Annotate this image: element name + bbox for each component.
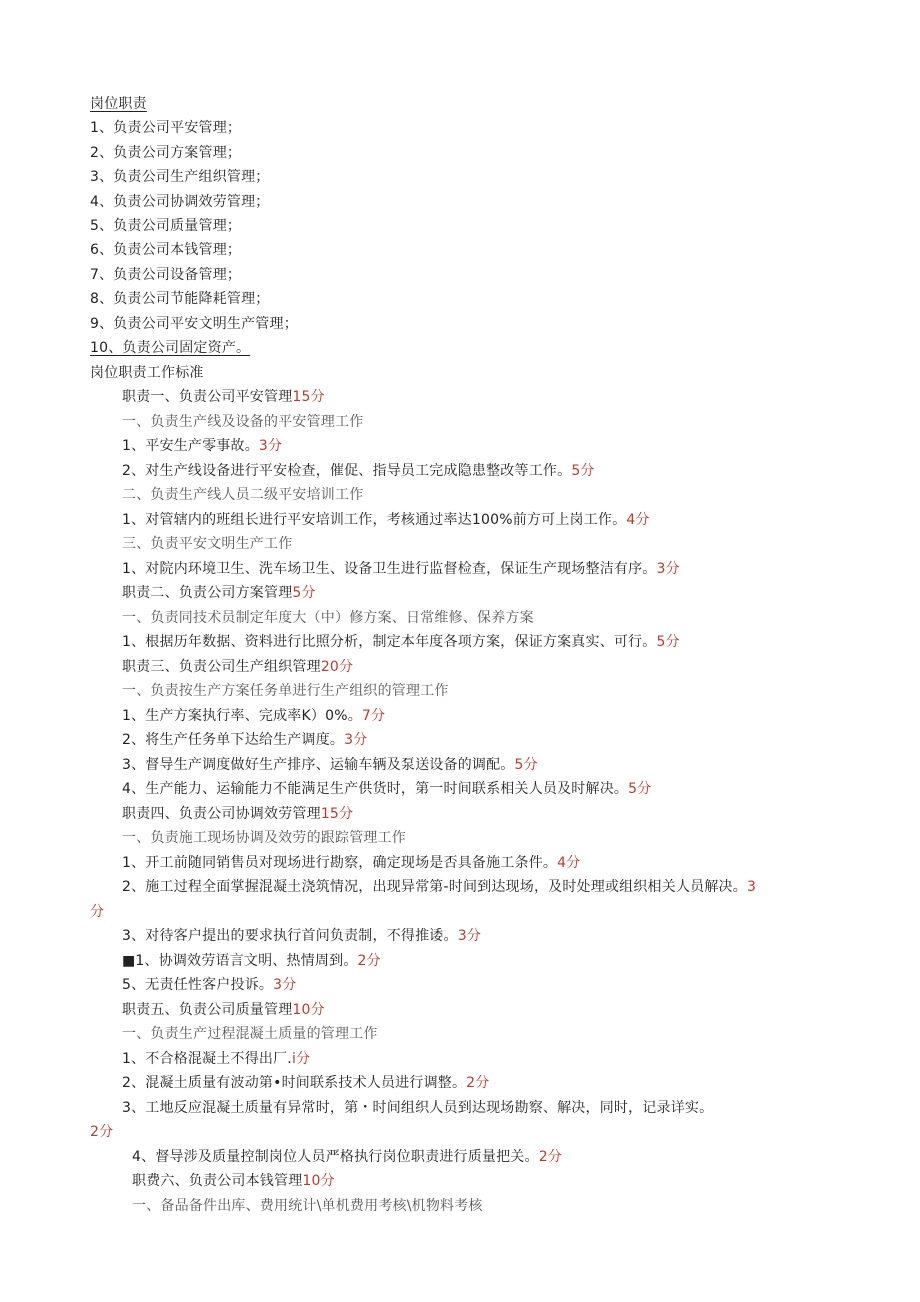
criterion-item: 1、生产方案执行率、完成率K）0%。7分 — [122, 708, 386, 724]
subsection-heading: 二、负责生产线人员二级平安培训工作 — [122, 487, 364, 503]
duty-item: 10、负责公司固定资产。 — [90, 340, 251, 356]
duty-item: 4、负责公司协调效劳管理； — [90, 194, 270, 210]
duty-item: 8、负责公司节能降耗管理； — [90, 291, 270, 307]
score: 2分 — [538, 1149, 563, 1165]
score: 3分 — [273, 977, 297, 993]
duty-item: 2、负责公司方案管理； — [90, 145, 242, 161]
score: 3分 — [656, 561, 680, 577]
criterion-item: 2、对生产线设备进行平安检查，催促、指导员工完成隐患整改等工作。5分 — [122, 463, 595, 479]
criterion-item-continued — [90, 1122, 113, 1142]
responsibility-heading: 职责四、负责公司协调效劳管理15分 — [122, 806, 354, 822]
responsibility-heading: 职费六、负责公司本钱管理10分 — [132, 1173, 335, 1189]
score: 7分 — [361, 708, 386, 724]
duty-item: 9、负责公司平安文明生产管理； — [90, 316, 298, 332]
score: i分 — [291, 1051, 311, 1067]
criterion-item: 1、根据历年数据、资料进行比照分析，制定本年度各项方案，保证方案真实、可行。5分 — [122, 634, 680, 650]
criterion-item: 4、督导涉及质量控制岗位人员严格执行岗位职责进行质量把关。2分 — [132, 1149, 563, 1165]
duty-item: 6、负责公司本钱管理； — [90, 242, 242, 258]
score: 20分 — [320, 659, 354, 675]
criterion-item: 1、开工前随同销售员对现场进行勘察，确定现场是否具备施工条件。4分 — [122, 855, 581, 871]
score: 5分 — [571, 463, 595, 479]
responsibility-heading: 职责五、负责公司质量管理10分 — [122, 1002, 325, 1018]
responsibility-heading: 职责三、负责公司生产组织管理20分 — [122, 659, 354, 675]
score: 分 — [90, 904, 105, 920]
criterion-item: 2、将生产任务单下达给生产调度。3分 — [122, 732, 368, 748]
score: 10分 — [292, 1002, 325, 1018]
criterion-item: 5、无责任性客户投诉。3分 — [122, 977, 297, 993]
score: 10分 — [302, 1173, 335, 1189]
criterion-item: 2、施工过程全面掌握混凝土浇筑情况，出现异常第-时间到达现场，及时处理或组织相关人员解决。3 — [122, 879, 757, 895]
criterion-item: 1、对院内环境卫生、洗车场卫生、设备卫生进行监督检查，保证生产现场整洁有序。3分 — [122, 561, 680, 577]
score: 5分 — [514, 757, 538, 773]
subsection-heading: 一、负责按生产方案任务单进行生产组织的管理工作 — [122, 683, 449, 699]
criterion-item: 1、对管辖内的班组长进行平安培训工作，考核通过率达100%前方可上岗工作。4分 — [122, 512, 650, 528]
score: 3分 — [457, 928, 482, 944]
criterion-item: 3、督导生产调度做好生产排序、运输车辆及泵送设备的调配。5分 — [122, 757, 538, 773]
score: 3 — [746, 879, 757, 895]
criterion-item: 4、生产能力、运输能力不能满足生产供货时，第一时间联系相关人员及时解决。5分 — [122, 781, 652, 797]
criterion-item: 3、工地反应混凝土质量有异常时，第・时间组织人员到达现场勘察、解决，同时，记录详实。 — [122, 1100, 714, 1116]
subsection-heading: 一、负责施工现场协调及效劳的跟踪管理工作 — [122, 830, 406, 846]
score: 2分 — [90, 1124, 114, 1140]
subsection-heading: 一、负责生产线及设备的平安管理工作 — [122, 414, 364, 430]
score: 15分 — [320, 806, 354, 822]
subsection-heading: 一、备品备件出库、费用统计\单机费用考核\机物料考核 — [132, 1198, 483, 1214]
responsibility-heading: 职责二、负责公司方案管理5分 — [122, 585, 316, 601]
subsection-heading: 三、负责平安文明生产工作 — [122, 536, 293, 552]
subsection-heading: 一、负责生产过程混凝土质量的管理工作 — [122, 1026, 378, 1042]
duties-heading: 岗位职责 — [90, 96, 147, 112]
responsibility-heading: 职责一、负责公司平安管理15分 — [122, 389, 325, 405]
criterion-item: 1、平安生产零事故。3分 — [122, 438, 283, 454]
score: 2分 — [466, 1075, 490, 1091]
criterion-item: 1、不合格混凝土不得出厂.i分 — [122, 1051, 311, 1067]
duty-item: 1、负责公司平安管理； — [90, 120, 242, 136]
score: 15分 — [292, 389, 325, 405]
score: 4分 — [626, 512, 650, 528]
score: 4分 — [557, 855, 581, 871]
score: 5分 — [292, 585, 316, 601]
criterion-item-continued — [90, 902, 104, 922]
duty-item: 3、负责公司生产组织管理； — [90, 169, 270, 185]
duty-item: 7、负责公司设备管理； — [90, 267, 242, 283]
standards-heading: 岗位职责工作标准 — [90, 365, 204, 381]
criterion-item: ■1、协调效劳语言文明、热情周到。2分 — [122, 953, 381, 969]
score: 3分 — [344, 732, 368, 748]
score: 5分 — [628, 781, 652, 797]
subsection-heading: 一、负责同技术员制定年度大（中）修方案、日常维修、保养方案 — [122, 610, 534, 626]
criterion-item: 2、混凝土质量有波动第•时间联系技术人员进行调整。2分 — [122, 1075, 490, 1091]
score: 2分 — [357, 953, 381, 969]
duty-item: 5、负责公司质量管理； — [90, 218, 242, 234]
criterion-item: 3、对待客户提出的要求执行首问负责制，不得推诿。3分 — [122, 928, 482, 944]
score: 3分 — [258, 438, 283, 454]
score: 5分 — [656, 634, 680, 650]
